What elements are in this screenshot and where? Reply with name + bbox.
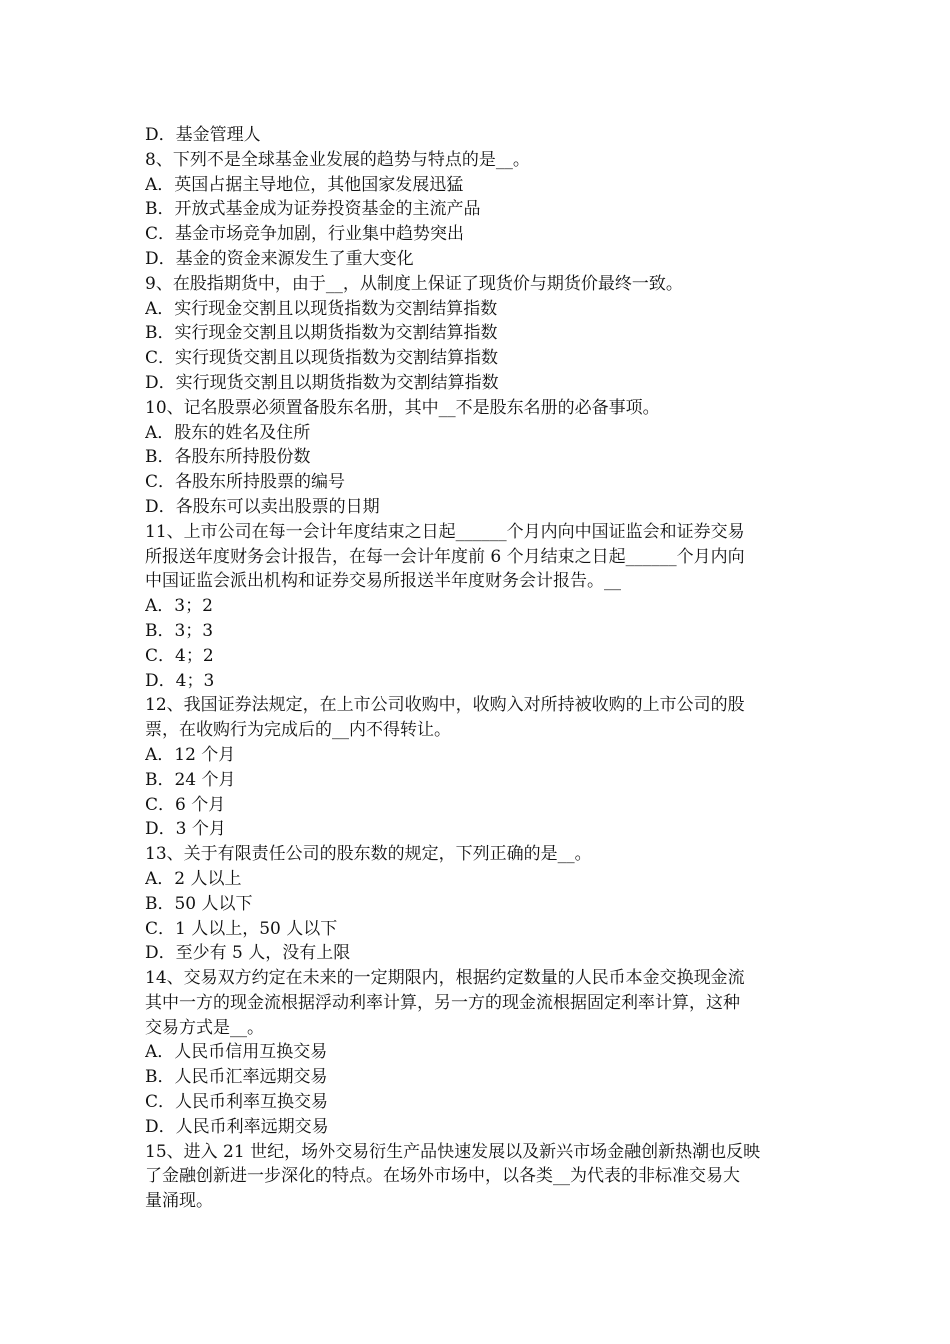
option-line: D．各股东可以卖出股票的日期 (145, 496, 380, 517)
question-line: 11、上市公司在每一会计年度结束之日起______个月内向中国证监会和证券交易 (145, 521, 745, 542)
question-line: 12、我国证券法规定，在上市公司收购中，收购入对所持被收购的上市公司的股 (145, 695, 745, 716)
question-line: 所报送年度财务会计报告，在每一会计年度前 6 个月结束之日起______个月内向 (145, 546, 745, 567)
question-line: 量涌现。 (145, 1191, 213, 1212)
option-line: B．3；3 (145, 620, 214, 641)
document-page (145, 123, 810, 1214)
question-line: 其中一方的现金流根据浮动利率计算，另一方的现金流根据固定利率计算，这种 (145, 992, 740, 1013)
question-line: 中国证监会派出机构和证券交易所报送半年度财务会计报告。__ (145, 571, 621, 592)
question-line: 15、进入 21 世纪，场外交易衍生产品快速发展以及新兴市场金融创新热潮也反映 (145, 1141, 761, 1162)
option-line: D．3 个月 (145, 819, 226, 840)
question-line: 交易方式是__。 (145, 1017, 264, 1038)
question-line: 了金融创新进一步深化的特点。在场外市场中，以各类__为代表的非标准交易大 (145, 1166, 740, 1187)
question-line: 8、下列不是全球基金业发展的趋势与特点的是__。 (145, 149, 530, 170)
option-line: B．各股东所持股份数 (145, 447, 311, 468)
option-line: C．人民币利率互换交易 (145, 1092, 329, 1113)
option-line: A．人民币信用互换交易 (145, 1042, 328, 1063)
option-line: C．各股东所持股票的编号 (145, 472, 346, 493)
option-line: D．4；3 (145, 670, 215, 691)
option-line: D．实行现货交割且以期货指数为交割结算指数 (145, 372, 499, 393)
option-line: D．基金管理人 (145, 125, 261, 145)
option-line: A．英国占据主导地位，其他国家发展迅猛 (145, 174, 464, 195)
option-line: A．实行现金交割且以现货指数为交割结算指数 (145, 298, 498, 319)
option-line: C．1 人以上，50 人以下 (145, 918, 338, 939)
option-line: B．50 人以下 (145, 893, 253, 914)
option-line: B．实行现金交割且以期货指数为交割结算指数 (145, 323, 498, 344)
question-line: 14、交易双方约定在未来的一定期限内，根据约定数量的人民币本金交换现金流 (145, 968, 745, 989)
option-line: B．开放式基金成为证券投资基金的主流产品 (145, 199, 481, 220)
option-line: D．至少有 5 人，没有上限 (145, 943, 351, 964)
question-line: 13、关于有限责任公司的股东数的规定，下列正确的是__。 (145, 844, 592, 865)
option-line: C．4；2 (145, 645, 214, 666)
option-line: B．人民币汇率远期交易 (145, 1067, 328, 1088)
option-line: A．3；2 (145, 596, 213, 617)
option-line: D．基金的资金来源发生了重大变化 (145, 248, 414, 269)
question-line: 10、记名股票必须置备股东名册，其中__不是股东名册的必备事项。 (145, 397, 660, 418)
option-line: C．实行现货交割且以现货指数为交割结算指数 (145, 348, 499, 369)
option-line: C．6 个月 (145, 794, 226, 815)
option-line: C．基金市场竞争加剧，行业集中趋势突出 (145, 224, 465, 245)
option-line: A．12 个月 (145, 744, 236, 765)
question-line: 9、在股指期货中，由于__，从制度上保证了现货价与期货价最终一致。 (145, 273, 683, 294)
option-line: A．2 人以上 (145, 868, 242, 889)
option-line: B．24 个月 (145, 769, 236, 790)
question-line: 票，在收购行为完成后的__内不得转让。 (145, 720, 451, 741)
option-line: D．人民币利率远期交易 (145, 1116, 329, 1137)
option-line: A．股东的姓名及住所 (145, 422, 311, 443)
